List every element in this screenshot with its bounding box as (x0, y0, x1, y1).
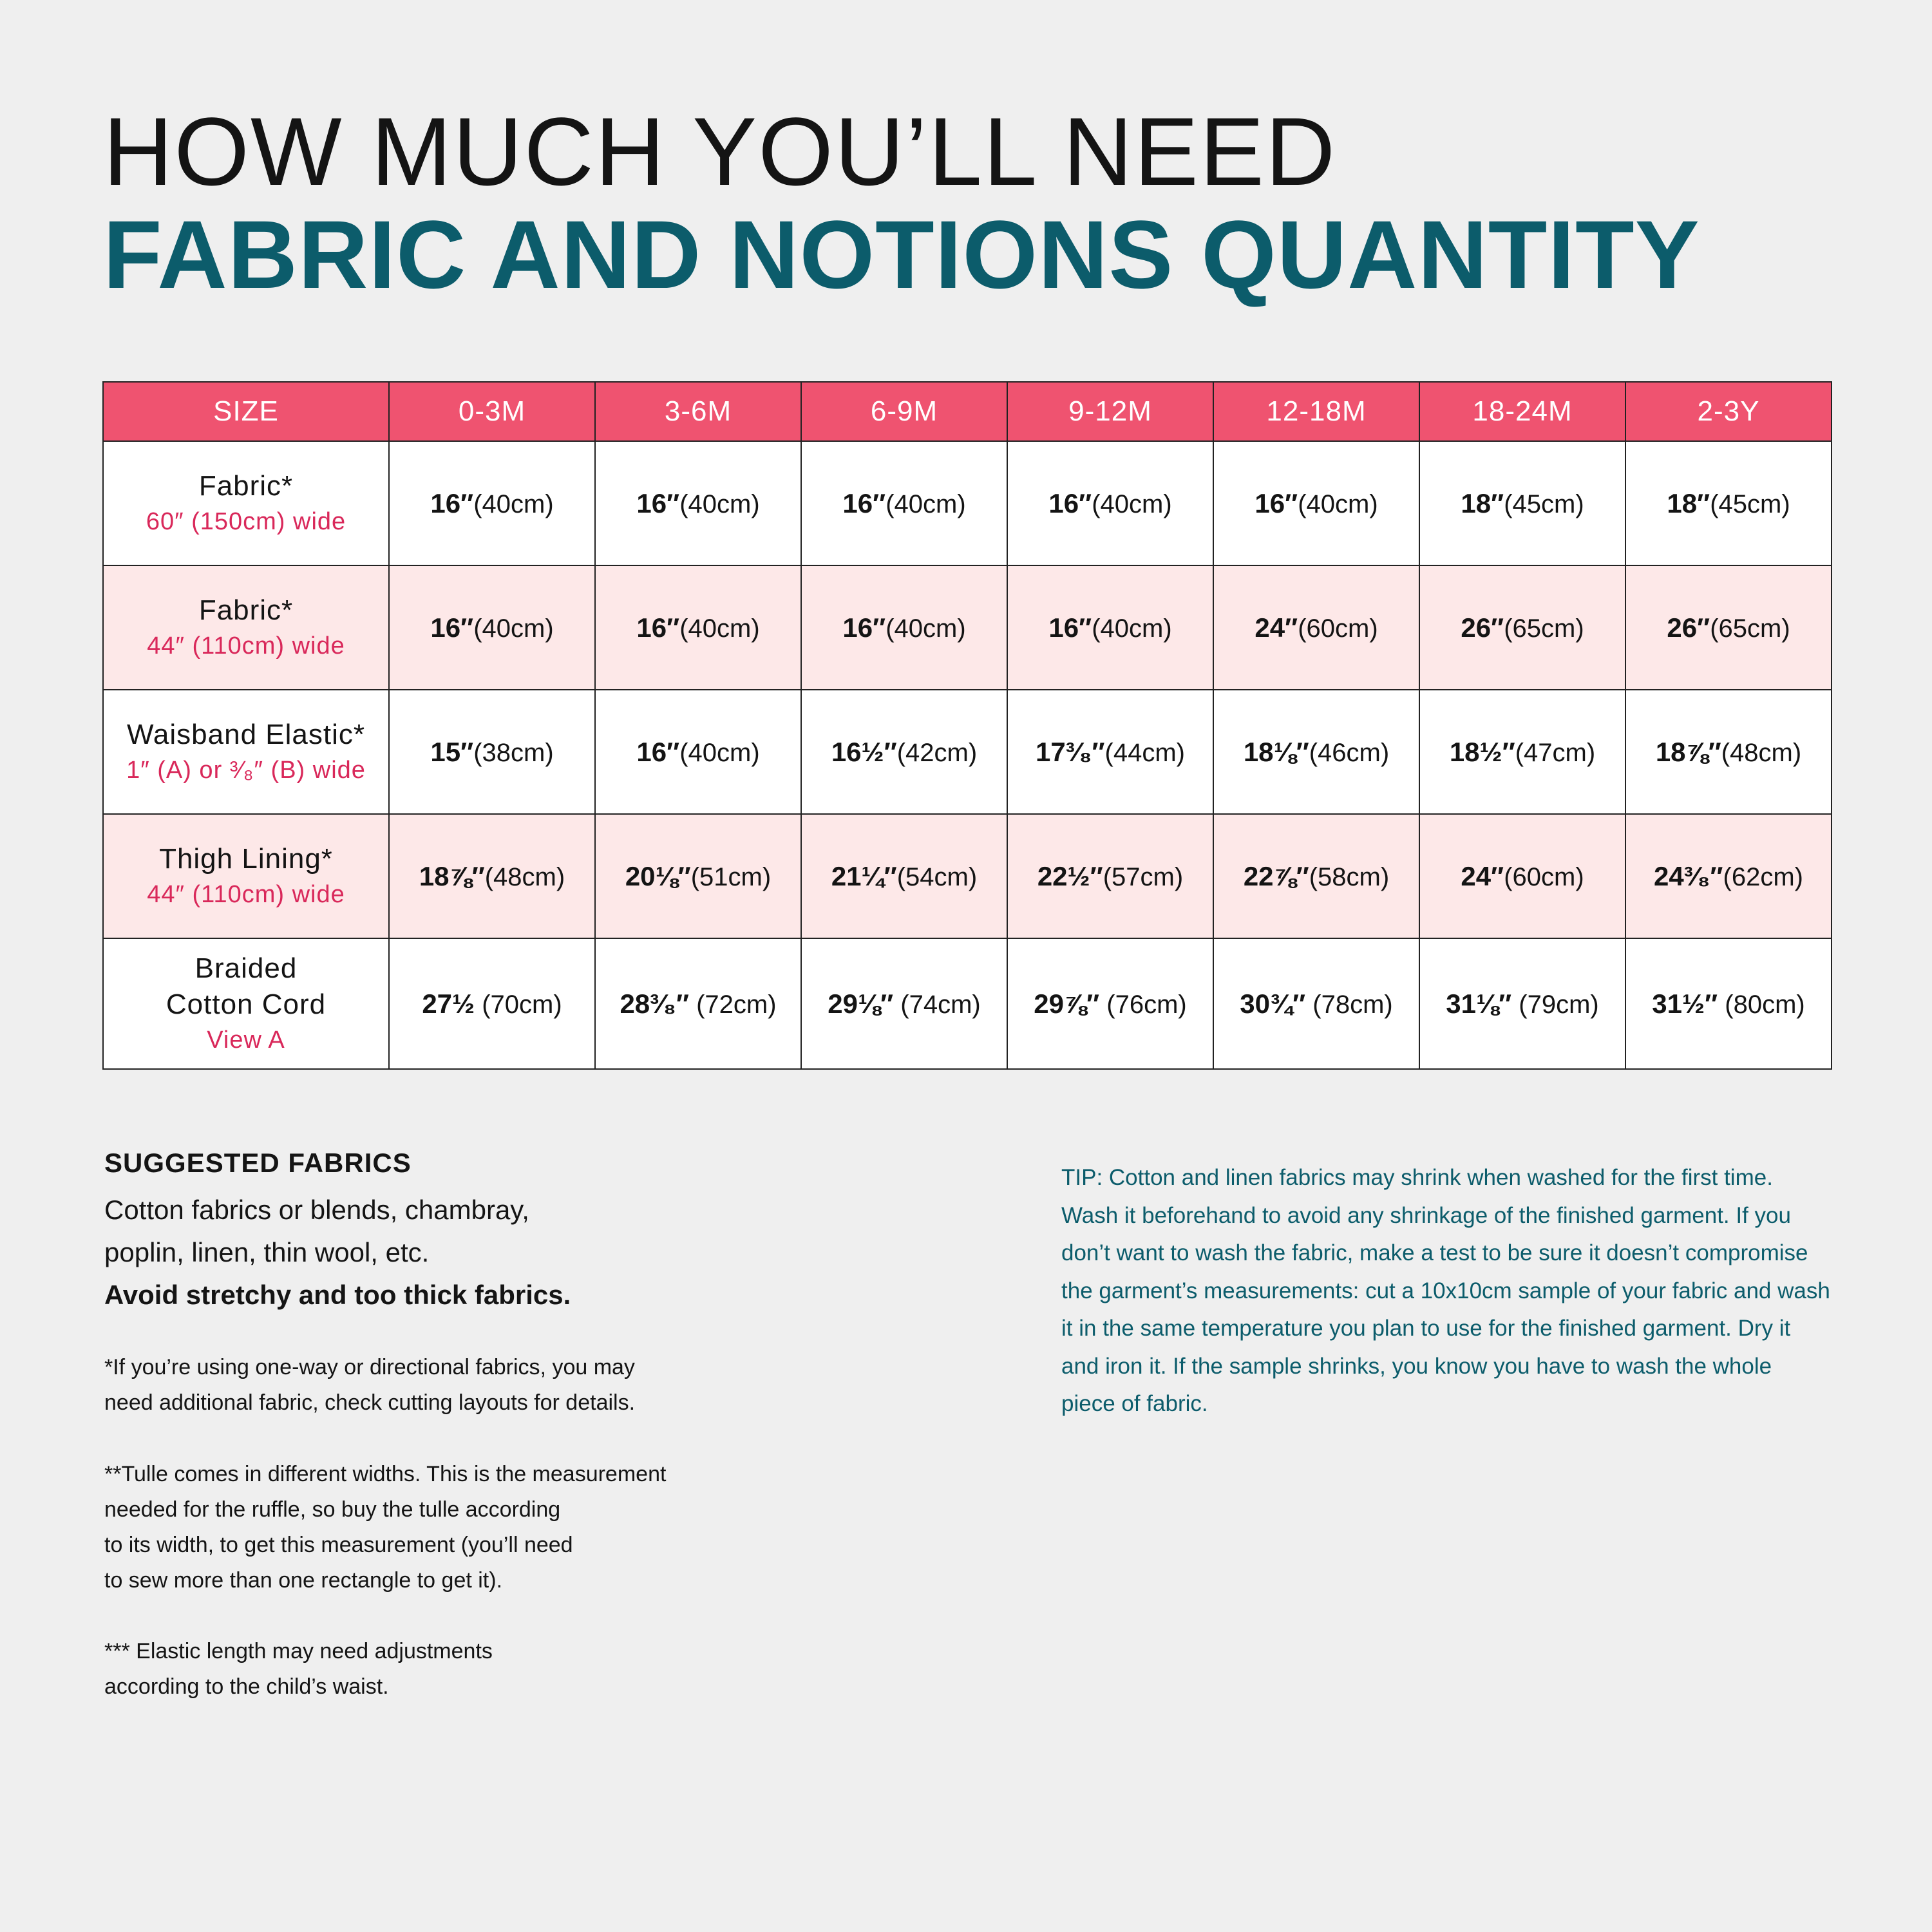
column-header: 6-9M (801, 382, 1007, 441)
metric-value: (60cm) (1504, 862, 1584, 891)
table-cell (1419, 814, 1625, 938)
table-cell (595, 938, 801, 1069)
suggested-fabrics-warning: Avoid stretchy and too thick fabrics. (104, 1280, 571, 1310)
table-cell (595, 565, 801, 690)
table-cell (389, 565, 595, 690)
table-row (103, 690, 1832, 814)
column-header: 9-12M (1007, 382, 1213, 441)
column-header: 18-24M (1419, 382, 1625, 441)
cell-value (831, 860, 978, 891)
metric-value: (78cm) (1305, 990, 1393, 1019)
metric-value: (40cm) (679, 614, 760, 643)
metric-value: (47cm) (1515, 738, 1596, 767)
cell-value (1461, 614, 1584, 643)
metric-value: (60cm) (1298, 614, 1378, 643)
imperial-value: 24″ (1255, 612, 1298, 643)
imperial-value: 31⅛″ (1446, 988, 1512, 1019)
metric-value: (40cm) (886, 489, 966, 518)
imperial-value: 26″ (1667, 612, 1710, 643)
imperial-value: 18½″ (1449, 736, 1515, 767)
imperial-value: 15″ (430, 736, 474, 767)
table-row (103, 565, 1832, 690)
imperial-value: 29⅛″ (828, 988, 894, 1019)
row-label-cell (103, 938, 389, 1069)
metric-value: (38cm) (473, 738, 554, 767)
metric-value: (44cm) (1104, 738, 1185, 767)
suggested-fabrics (104, 1148, 748, 1316)
table-cell (801, 690, 1007, 814)
cell-value (636, 490, 759, 518)
metric-value: (51cm) (690, 862, 772, 891)
cell-value (1037, 860, 1184, 891)
table-cell (1419, 938, 1625, 1069)
table-cell (1419, 441, 1625, 565)
table-cell (1625, 565, 1832, 690)
table-cell (1625, 814, 1832, 938)
table-cell (1213, 814, 1419, 938)
cell-value (1048, 490, 1171, 518)
cell-value (422, 990, 562, 1019)
table-cell (1625, 690, 1832, 814)
metric-value: (76cm) (1099, 990, 1187, 1019)
table-cell (801, 441, 1007, 565)
imperial-value: 16″ (1048, 612, 1092, 643)
cell-value (1034, 990, 1186, 1019)
metric-value: (65cm) (1710, 614, 1790, 643)
table-cell (595, 814, 801, 938)
row-label: Braided (194, 952, 298, 984)
table-cell (595, 690, 801, 814)
metric-value: (54cm) (896, 862, 978, 891)
metric-value: (62cm) (1723, 862, 1803, 891)
table-cell (1419, 690, 1625, 814)
table-cell (1213, 565, 1419, 690)
metric-value: (42cm) (896, 738, 978, 767)
table-cell (389, 814, 595, 938)
table-header-row (103, 382, 1832, 441)
page-title: HOW MUCH YOU’LL NEED (103, 97, 1337, 205)
cell-value (842, 614, 965, 643)
metric-value: (40cm) (1298, 489, 1378, 518)
metric-value: (40cm) (1092, 489, 1172, 518)
imperial-value: 16″ (842, 488, 886, 518)
metric-value: (40cm) (886, 614, 966, 643)
cell-value (625, 860, 772, 891)
table-cell (1007, 690, 1213, 814)
metric-value: (45cm) (1710, 489, 1790, 518)
table-cell (1625, 938, 1832, 1069)
row-label: Fabric* (198, 594, 294, 626)
cell-value (1243, 860, 1390, 891)
table-cell (1213, 690, 1419, 814)
imperial-value: 16″ (1255, 488, 1298, 518)
table-cell (1007, 441, 1213, 565)
row-sublabel: 60″ (150cm) wide (146, 507, 346, 535)
table-cell (1213, 938, 1419, 1069)
suggested-fabrics-line: Cotton fabrics or blends, chambray, (104, 1195, 529, 1225)
table-cell (801, 565, 1007, 690)
cell-value (831, 736, 978, 767)
imperial-value: 20⅛″ (625, 860, 691, 891)
table-cell (1625, 441, 1832, 565)
cell-value (1654, 860, 1803, 891)
cell-value (1036, 736, 1185, 767)
row-label: Thigh Lining* (159, 842, 333, 875)
column-header: 2-3Y (1625, 382, 1832, 441)
imperial-value: 18″ (1461, 488, 1504, 518)
cell-value (419, 860, 565, 891)
cell-value (430, 490, 553, 518)
metric-value: (40cm) (473, 614, 554, 643)
imperial-value: 16″ (636, 488, 680, 518)
table-row (103, 441, 1832, 565)
cell-value (430, 736, 554, 767)
imperial-value: 29⅞″ (1034, 988, 1100, 1019)
metric-value: (45cm) (1504, 489, 1584, 518)
imperial-value: 18⅛″ (1243, 736, 1309, 767)
row-label-cell (103, 565, 389, 690)
metric-value: (74cm) (893, 990, 981, 1019)
suggested-fabrics-heading: SUGGESTED FABRICS (104, 1148, 412, 1178)
metric-value: (72cm) (688, 990, 777, 1019)
metric-value: (40cm) (679, 738, 760, 767)
metric-value: (80cm) (1718, 990, 1805, 1019)
table-cell (389, 441, 595, 565)
cell-value (1240, 990, 1392, 1019)
imperial-value: 18⅞″ (1655, 736, 1721, 767)
imperial-value: 16″ (636, 612, 680, 643)
column-header: 12-18M (1213, 382, 1419, 441)
cell-value (1667, 490, 1790, 518)
row-sublabel: 44″ (110cm) wide (147, 632, 345, 659)
table-cell (389, 690, 595, 814)
metric-value: (70cm) (475, 990, 562, 1019)
cell-value (1449, 736, 1596, 767)
row-label-cell (103, 441, 389, 565)
cell-value (1652, 990, 1804, 1019)
cell-value (1255, 614, 1378, 643)
imperial-value: 24³⁄₈″ (1654, 860, 1723, 891)
metric-value: (65cm) (1504, 614, 1584, 643)
imperial-value: 16″ (1048, 488, 1092, 518)
row-label: Cotton Cord (166, 988, 327, 1020)
tip-text: TIP: Cotton and linen fabrics may shrink when washed for the first time. Wash it beforehand to avoid any shrinkage of the finished garment. If you don’t want to wash the fabric, make a test to be sure it doesn’t compromise the garment’s measurements: cut a 10x10cm sample of your fabric and wash it in the same temperature you plan to use for the finished garment. Dry it and iron it. If the sample shrinks, you know you have to wash the whole piece of fabric. (1061, 1165, 1830, 1416)
cell-value (1446, 990, 1598, 1019)
table-cell (1007, 938, 1213, 1069)
suggested-fabrics-line: poplin, linen, thin wool, etc. (104, 1237, 430, 1267)
metric-value: (40cm) (679, 489, 760, 518)
imperial-value: 30¾″ (1240, 988, 1306, 1019)
imperial-value: 17³⁄₈″ (1036, 736, 1105, 767)
imperial-value: 18″ (1667, 488, 1710, 518)
cell-value (842, 490, 965, 518)
imperial-value: 21¼″ (831, 860, 897, 891)
cell-value (1667, 614, 1790, 643)
table-cell (1007, 814, 1213, 938)
row-label: Fabric* (198, 469, 294, 502)
footnote-directional: *If you’re using one-way or directional fabrics, you may need additional fabric, check cutting layouts for details. (104, 1355, 636, 1415)
imperial-value: 16″ (430, 612, 474, 643)
column-header: 3-6M (595, 382, 801, 441)
cell-value (430, 614, 553, 643)
footnote-elastic: *** Elastic length may need adjustments according to the child’s waist. (104, 1639, 493, 1699)
table-cell (1007, 565, 1213, 690)
imperial-value: 16″ (842, 612, 886, 643)
cell-value (1461, 490, 1584, 518)
row-sublabel: 1″ (A) or ³⁄₈″ (B) wide (126, 756, 366, 784)
cell-value (636, 614, 759, 643)
imperial-value: 16½″ (831, 736, 897, 767)
imperial-value: 22⅞″ (1243, 860, 1309, 891)
row-label: Waisband Elastic* (127, 718, 365, 750)
metric-value: (48cm) (484, 862, 565, 891)
footnote-tulle: **Tulle comes in different widths. This is the measurement needed for the ruffle, so buy the tulle according to its width, to get this measurement (you’ll need to sew more than one rectangle to get it). (104, 1462, 667, 1593)
imperial-value: 18⅞″ (419, 860, 485, 891)
quantity-table (102, 381, 1832, 1070)
table-row (103, 938, 1832, 1069)
table-row (103, 814, 1832, 938)
table-cell (801, 938, 1007, 1069)
row-label-cell (103, 814, 389, 938)
table-cell (801, 814, 1007, 938)
metric-value: (57cm) (1103, 862, 1184, 891)
imperial-value: 26″ (1461, 612, 1504, 643)
cell-value (636, 736, 760, 767)
metric-value: (40cm) (1092, 614, 1172, 643)
imperial-value: 31½″ (1652, 988, 1718, 1019)
page-subtitle: FABRIC AND NOTIONS QUANTITY (103, 200, 1700, 308)
imperial-value: 16″ (430, 488, 474, 518)
table-cell (1419, 565, 1625, 690)
imperial-value: 22½″ (1037, 860, 1103, 891)
cell-value (1655, 736, 1802, 767)
imperial-value: 24″ (1461, 860, 1504, 891)
column-header-size: SIZE (103, 382, 389, 441)
metric-value: (48cm) (1721, 738, 1802, 767)
cell-value (828, 990, 980, 1019)
row-sublabel: 44″ (110cm) wide (147, 880, 345, 908)
metric-value: (46cm) (1309, 738, 1390, 767)
cell-value (1255, 490, 1378, 518)
column-header: 0-3M (389, 382, 595, 441)
table-cell (389, 938, 595, 1069)
metric-value: (79cm) (1511, 990, 1599, 1019)
row-sublabel: View A (207, 1026, 285, 1054)
metric-value: (40cm) (473, 489, 554, 518)
cell-value (1243, 736, 1390, 767)
row-label-cell (103, 690, 389, 814)
cell-value (620, 990, 776, 1019)
metric-value: (58cm) (1309, 862, 1390, 891)
imperial-value: 16″ (636, 736, 680, 767)
imperial-value: 28³⁄₈″ (620, 988, 689, 1019)
imperial-value: 27½ (422, 988, 475, 1019)
table-cell (1213, 441, 1419, 565)
cell-value (1461, 860, 1584, 891)
cell-value (1048, 614, 1171, 643)
table-cell (595, 441, 801, 565)
